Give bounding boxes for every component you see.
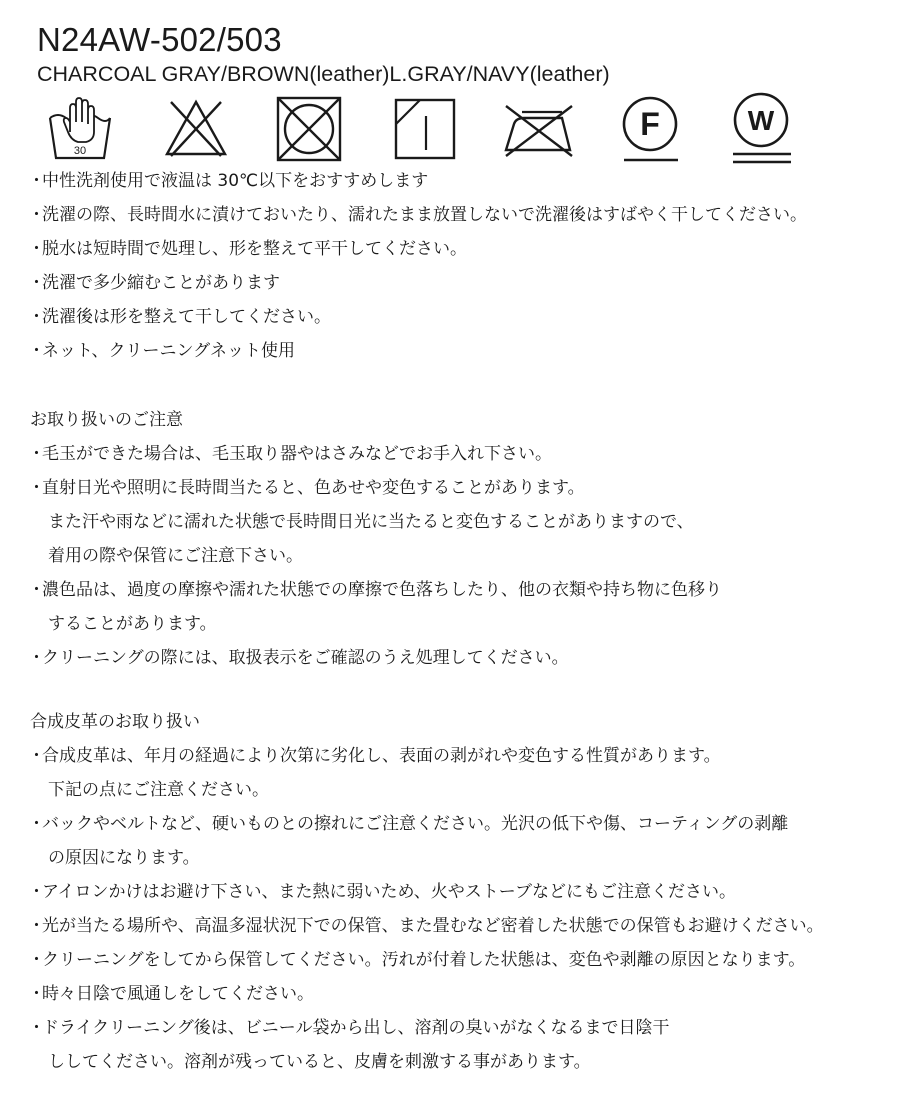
list-item-continuation: 下記の点にご注意ください。 [48,780,269,800]
list-item: ・ドライクリーニング後は、ビニール袋から出し、溶剤の臭いがなくなるまで日陰干 [28,1018,670,1038]
list-item: ・クリーニングの際には、取扱表示をご確認のうえ処理してください。 [28,648,569,668]
list-item-continuation: の原因になります。 [48,848,200,868]
dry-clean-f-label: F [640,106,660,142]
list-item: ・光が当たる場所や、高温多湿状況下での保管、また畳むなど密着した状態での保管もお避けください。 [28,916,824,936]
no-tumble-dry-icon [272,92,346,166]
care-symbols [44,92,804,166]
list-item: ・合成皮革は、年月の経過により次第に劣化し、表面の剥がれや変色する性質があります。 [28,746,721,766]
list-item: ・クリーニングをしてから保管してください。汚れが付着した状態は、変色や剥離の原因となります。 [28,950,806,970]
wet-clean-w-label: W [747,105,775,136]
wet-clean-w-icon [729,92,803,166]
list-item: ・洗濯の際、長時間水に漬けておいたり、濡れたまま放置しないで洗濯後はすばやく干してください。 [28,205,807,225]
dry-clean-f-icon [616,92,690,166]
color-variants: CHARCOAL GRAY/BROWN(leather)L.GRAY/NAVY(leather) [37,62,610,86]
handling-section [28,403,722,675]
line-dry-flat-shade-icon [390,92,464,166]
wash-temp-label: 30 [73,145,87,157]
list-item: ・アイロンかけはお避け下さい、また熱に弱いため、火やストーブなどにもご注意ください。 [28,882,736,902]
list-item-continuation: また汗や雨などに濡れた状態で長時間日光に当たると変色することがありますので、 [48,512,694,532]
list-item-continuation: することがあります。 [48,614,217,634]
list-item: ・脱水は短時間で処理し、形を整えて平干してください。 [28,239,467,259]
leather-section [28,705,824,1079]
no-iron-icon [500,92,580,166]
list-item: ・洗濯で多少縮むことがあります [28,273,280,293]
list-item: ・バックやベルトなど、硬いものとの擦れにご注意ください。光沢の低下や傷、コーティングの剥離 [28,814,789,834]
list-item-continuation: 着用の際や保管にご注意下さい。 [48,546,303,566]
hand-wash-30-icon [44,92,118,166]
list-item: ・時々日陰で風通しをしてください。 [28,984,314,1004]
list-item: ・洗濯後は形を整えて干してください。 [28,307,331,327]
list-item: ・中性洗剤使用で液温は 30℃以下をおすすめします [28,171,429,191]
list-item: ・直射日光や照明に長時間当たると、色あせや変色することがあります。 [28,478,585,498]
list-item: ・濃色品は、過度の摩擦や濡れた状態での摩擦で色落ちしたり、他の衣類や持ち物に色移り [28,580,722,600]
no-bleach-icon [159,92,233,166]
section-heading: 合成皮革のお取り扱い [30,712,200,732]
wash-notes [28,164,807,368]
list-item: ・ネット、クリーニングネット使用 [28,341,295,361]
list-item-continuation: ししてください。溶剤が残っていると、皮膚を刺激する事があります。 [48,1052,591,1072]
model-code: N24AW-502/503 [37,21,282,58]
section-heading: お取り扱いのご注意 [30,410,183,430]
list-item: ・毛玉ができた場合は、毛玉取り器やはさみなどでお手入れ下さい。 [28,444,552,464]
